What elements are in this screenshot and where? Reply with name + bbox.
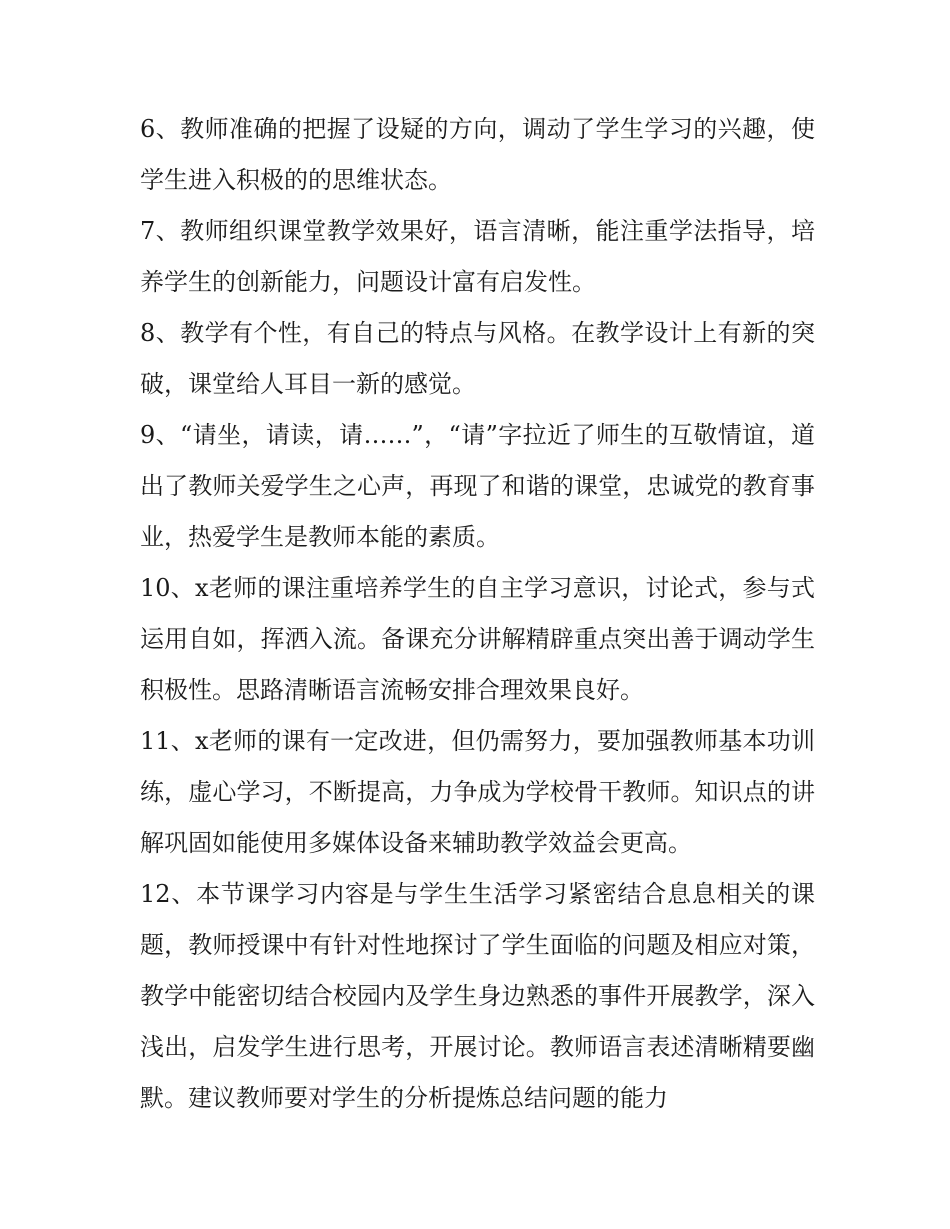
paragraph-9: 9、“请坐，请读，请……”，“请”字拉近了师生的互敬情谊，道出了教师关爱学生之心声，再现了和谐的课堂，忠诚党的教育事业，热爱学生是教师本能的素质。 — [140, 421, 815, 551]
paragraph-10: 10、x老师的课注重培养学生的自主学习意识，讨论式，参与式运用自如，挥洒入流。备课充分讲解精辟重点突出善于调动学生积极性。思路清晰语言流畅安排合理效果良好。 — [140, 574, 815, 704]
paragraph-6: 6、教师准确的把握了设疑的方向，调动了学生学习的兴趣，使学生进入积极的的思维状态。 — [140, 115, 815, 194]
paragraph-7: 7、教师组织课堂教学效果好，语言清晰，能注重学法指导，培养学生的创新能力，问题设计富有启发性。 — [140, 217, 815, 296]
paragraph-11: 11、x老师的课有一定改进，但仍需努力，要加强教师基本功训练，虚心学习，不断提高，力争成为学校骨干教师。知识点的讲解巩固如能使用多媒体设备来辅助教学效益会更高。 — [140, 727, 815, 857]
paragraph-12: 12、本节课学习内容是与学生生活学习紧密结合息息相关的课题，教师授课中有针对性地探讨了学生面临的问题及相应对策，教学中能密切结合校园内及学生身边熟悉的事件开展教学，深入浅出，启发学生进行思考，开展讨论。教师语言表述清晰精要幽默。建议教师要对学生的分析提炼总结问题的能力 — [140, 880, 815, 1112]
paragraph-8: 8、教学有个性，有自己的特点与风格。在教学设计上有新的突破，课堂给人耳目一新的感觉。 — [140, 319, 815, 398]
document-body — [140, 104, 815, 1124]
